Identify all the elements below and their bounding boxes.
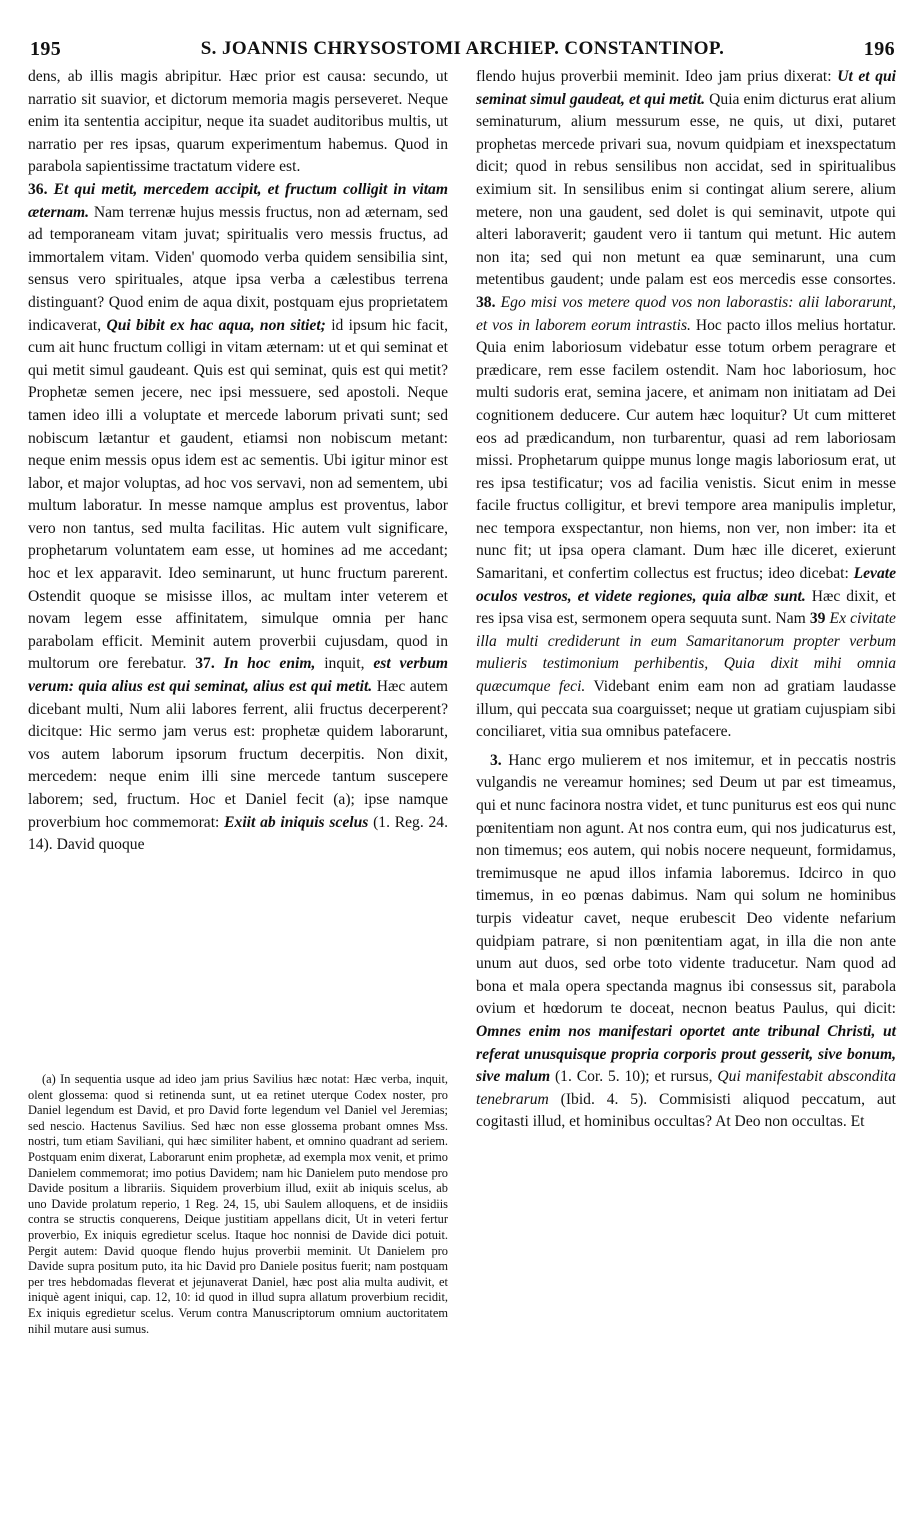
scripture-quote: Exiit ab iniquis scelus [224, 813, 369, 831]
text-run: id ipsum hic facit, cum ait hunc fructum colligi in vitam æternam: ut et qui seminat et qui metit simul gaudeant. Quis est qui seminat, quis est qui metit? Prophetæ semen jecere, nec ipsi messuere, sed apostoli. Neque tamen ideo illi a voluptate et mercede laborum privati sunt; sed nobiscum lætantur et gaudent, etiamsi non nobiscum metant: neque enim messis opus idem est ac sementis. Ubi igitur minor est labor, et major voluptas, ad hoc vos servavi, non ad sementem, ubi multum laboratur. In messe namque amplus est proventus, labor vero non tantus, sed multa facilitas. Hic autem vult significare, prophetarum voluntatem eam esse, ut homines ad me accedant; hoc et lex apparavit. Ideo seminarunt, ut hunc fructum parerent. Ostendit quoque se misisse illos, ac multam inter veterem et novam legem esse affinitatem, simulque omnia per hanc parabolam efficit. Meminit autem proverbii cujusdam, quod in multorum ore ferebatur. [28, 316, 448, 673]
page-number-left: 195 [30, 37, 62, 60]
scripture-quote: Omnes enim nos manifestari oportet ante tribunal Christi, ut referat unusquisque propria corporis prout gesserit, sive bonum, sive malum [476, 1022, 896, 1086]
text-run: Hoc pacto illos melius hortatur. Quia enim laboriosum videbatur esse totum orbem peragrare et prædicare, rem esse facilem ostendit. Nam hoc laboriosum, hoc multi sudoris erat, semina jacere, et animam non initiatam ad Dei cognitionem deducere. Cur autem hæc loquitur? Ut cum mitteret eos ad prædicandum, non turbarentur, quasi ad rem laboriosam missi. Prophetarum quippe munus longe magis laboriosum erat, ut res ipsa testificatur; vos ad facilia venistis. Sicut enim in messe facile fructus colligitur, et brevi tempore area manipulis impletur, nec tempora exspectantur, non hiems, non ver, non imber: ita et nunc fit; ut ipsa opera clamant. Dum hæc ille diceret, exierunt Samaritani, et confertim collectus est fructus; ideo dicebat: [476, 316, 897, 583]
page-number-right: 196 [863, 37, 895, 60]
text-run: Videbant enim eam non ad gratiam laudasse illum, qui peccata sua coarguisset; neque ut gratiam cujuspiam sibi conciliaret, vitia sua omnibus patefacere. [476, 678, 896, 741]
scripture-quote: Qui manifestabit abscondita tenebrarum [476, 1068, 896, 1108]
scripture-quote: In hoc enim, [223, 655, 316, 673]
scripture-quote: Ex civitate illa multi crediderunt in eum Samaritanorum propter verbum mulieris testimonium perhibentis, Quia dixit mihi omnia quæcumque feci. [476, 610, 896, 696]
scripture-quote: Ego misi vos metere quod vos non laborastis: alii laborarunt, et vos in laborem eorum intrastis. [476, 293, 896, 334]
text-run: Hæc dixit, et res ipsa visa est, sermonem opera sequuta sunt. Nam [476, 587, 896, 628]
paragraph [476, 66, 896, 744]
verse-number: 37. [195, 655, 215, 673]
text-run: inquit, [324, 655, 365, 673]
text-run: (Ibid. 4. 5). Commisisti aliquod peccatum, aut cogitasti illud, et hominibus occultas? At Deo non occultas. Et [476, 1090, 896, 1131]
text-run: Nam terrenæ hujus messis fructus, non ad æternam, sed ad temporaneam vitam juvat; spiritualis vero messis fructus, ad immortalem vitam. Viden' quomodo verba quidem sensibilia sint, sensus vero spirituales, atque ipsa verba a cælestibus terrena distinguant? Quod enim de aqua dixit, postquam ejus proprietatem indicaverat, [28, 203, 449, 334]
running-title: S. JOANNIS CHRYSOSTOMI ARCHIEP. CONSTANTINOP. [200, 38, 725, 59]
text-run: (1. Cor. 5. 10); et rursus, [554, 1068, 713, 1086]
section-number: 3. [490, 751, 502, 769]
paragraph [28, 179, 448, 857]
scripture-quote: Levate oculos vestros, et videte regiones, quia albæ sunt. [476, 565, 896, 605]
paragraph [476, 750, 896, 1134]
text-run: (1. Reg. 24. 14). David quoque [28, 813, 448, 854]
paragraph [28, 66, 448, 179]
scripture-quote: Et qui metit, mercedem accipit, et fructum colligit in vitam æternam. [28, 180, 448, 221]
verse-number: 36. [28, 180, 48, 198]
text-run: Hanc ergo mulierem et nos imitemur, et in peccatis nostris vulgandis ne vereamur homines; sed Deum ut par est timeamus, qui et nunc facinora nostra videt, et tunc puniturus est eos qui nunc pœnitentiam non agunt. At nos contra eum, qui nos judicaturus est, non timemus; eos autem, qui nobis nocere nequeunt, formidamus, tremimusque ne apud illos infamia laboremus. Idcirco in quo timemus, in eo pœnas dabimus. Nam qui solum ne hominibus turpis videatur cavet, neque erubescit Deo vidente nefarium quidpiam patrare, si non pœnitentiam agat, in illa die non ante unum aut duos, sed orbe toto vidente traducetur. Nam quod ad bona et mala opera spectanda magnus ibi consessus sit, parabola ovium et hœdorum te doceat, necnon beatus Paulus, qui dicit: [476, 751, 896, 1018]
verse-number: 38. [476, 293, 496, 311]
scripture-quote: Ut et qui seminat simul gaudeat, et qui metit. [476, 68, 896, 108]
verse-number: 39 [809, 610, 826, 628]
running-header [30, 34, 895, 64]
left-column [28, 66, 448, 857]
text-run: Hæc autem dicebant multi, Num alii labores ferrent, alii fructus decerperent? dicitque: Hic sermo jam verus est: prophetæ quidem laborarunt, vos autem laborum ipsorum fructum decerpitis. Non dixit, mercedem: neque enim illi sine mercede tantum suscepere laborem; sed, fructum. Hoc et Daniel fecit (a); ipse namque proverbium hoc commemorat: [28, 678, 448, 831]
scripture-quote: est verbum verum: quia alius est qui seminat, alius est qui metit. [28, 655, 449, 696]
text-run: flendo hujus proverbii meminit. Ideo jam prius dixerat: [476, 68, 832, 85]
right-column [476, 66, 896, 1134]
footnote [28, 1072, 448, 1337]
footnote-text: (a) In sequentia usque ad ideo jam prius Savilius hæc notat: Hæc verba, inquit, olent glossema: quod si retinenda sunt, ut ea retinet uterque Codex noster, pro Daniel legendum est David, et pro David forte legendum vel Daniel vel Jeremias; sed nescio. Hactenus Savilius. Sed hæc non esse glossema probant omnes Mss. nostri, tum etiam Saviliani, qui hæc similiter habent, et omnino quadrant ad seriem. Postquam enim dixerat, Laborarunt enim prophetæ, ad exempla mox venit, et primo Danielem commemorat; imo potius Davidem; nam hic Danielem puto mendose pro Davide positum a librariis. Siquidem proverbium illud, exiit ab iniquis scelus, ab uno Davide prolatum reperio, 1 Reg. 24, 15, ubi Saulem alloquens, et de insidiis contra se structis conquerens, Deique justitiam appellans dicit, Ut in veteri fertur proverbio, Ex iniquis egredietur scelus. Itaque hoc nonnisi de Davide dici potuit. Pergit autem: David quoque flendo hujus proverbii meminit. Ut Danielem pro Davide supra positum puto, ita hic David pro Daniele positus fuerit; nam postquam per tres hebdomadas fleverat et jejunaverat Daniel, hæc post alia multa audivit, et iniquè agent iniqui, cap. 12, 10: id quod in illud supra allatum proverbium recidit, Ex iniquis egredietur scelus. Verum contra Manuscriptorum omnium auctoritatem nihil mutare ausi sumus. [28, 1072, 448, 1336]
text-run: dens, ab illis magis abripitur. Hæc prior est causa: secundo, ut narratio sit suavior, et dictorum memoria magis perseveret. Neque enim ita sententia accipitur, neque ita suadet auditoribus multis, ut narratio per res ipsas, quarum experimentum habemus. Quod in parabola sapientissime tractatum videre est. [28, 68, 448, 176]
text-run: Quia enim dicturus erat alium seminaturum, alium messurum esse, ne quis, ut dixi, putaret prophetas mercede privari sua, novum quidpiam et inexspectatum dicit; quod in rebus sensilibus non accidat, sed in spiritualibus eximium sit. In sensilibus enim si contingat alium serere, alium metere, non una gaudent, sed dolet is qui seminavit, utpote qui alteri laboraverit; gaudent vero ii tantum qui metunt. Hic autem non ita; sed qui non metunt ea quæ seminarunt, una cum metentibus gaudent; unde palam est eos mercedis esse consortes. [476, 90, 896, 289]
scripture-quote: Qui bibit ex hac aqua, non sitiet; [106, 316, 326, 334]
